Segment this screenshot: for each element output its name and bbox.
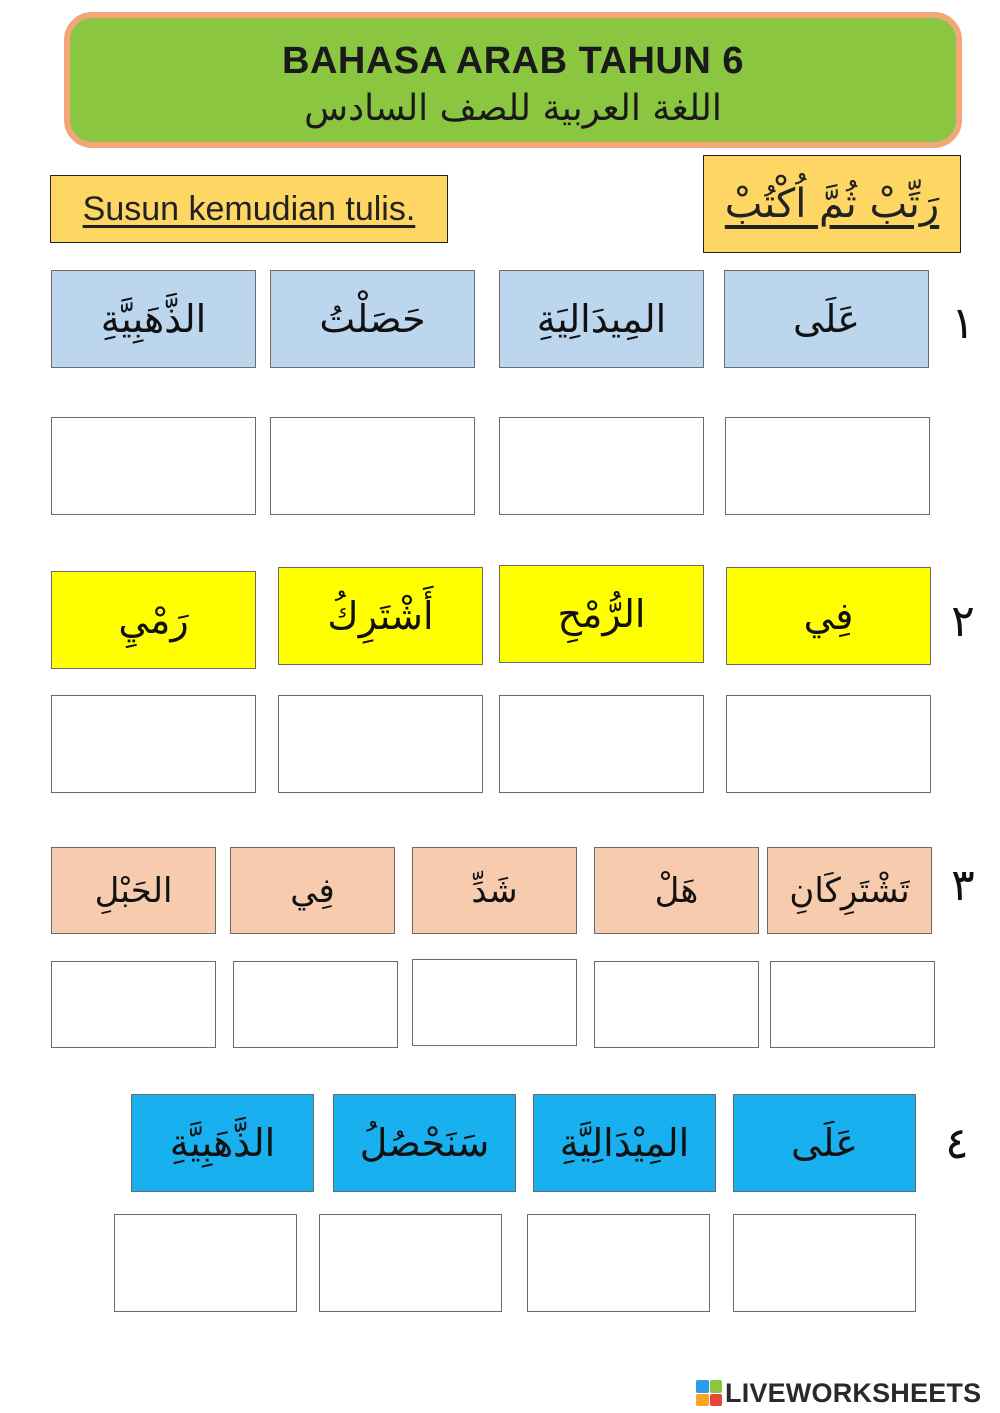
word-card[interactable]: عَلَى [724, 270, 929, 368]
answer-box[interactable] [51, 417, 256, 515]
word-card[interactable]: فِي [726, 567, 931, 665]
answer-box[interactable] [594, 961, 759, 1048]
question-number-4: ٤ [945, 1118, 969, 1169]
question-number-3: ٣ [951, 860, 975, 911]
answer-box[interactable] [319, 1214, 502, 1312]
answer-box[interactable] [114, 1214, 297, 1312]
word-card[interactable]: تَشْتَرِكَانِ [767, 847, 932, 934]
instruction-arabic: رَتِّبْ ثُمَّ اُكْتُبْ [703, 155, 961, 253]
word-card[interactable]: فِي [230, 847, 395, 934]
word-card[interactable]: المِيدَالِيَةِ [499, 270, 704, 368]
word-card[interactable]: حَصَلْتُ [270, 270, 475, 368]
word-card[interactable]: الذَّهَبِيَّةِ [131, 1094, 314, 1192]
footer-logo [696, 1377, 996, 1409]
question-number-1: ١ [951, 298, 975, 349]
answer-box[interactable] [726, 695, 931, 793]
header-banner [64, 12, 962, 148]
word-card[interactable]: المِيْدَالِيَّةِ [533, 1094, 716, 1192]
word-card[interactable]: أَشْتَرِكُ [278, 567, 483, 665]
answer-box[interactable] [725, 417, 930, 515]
question-number-2: ٢ [951, 596, 975, 647]
liveworksheets-logo-icon [696, 1380, 722, 1406]
answer-box[interactable] [499, 417, 704, 515]
word-card[interactable]: الرُّمْحِ [499, 565, 704, 663]
answer-box[interactable] [499, 695, 704, 793]
word-card[interactable]: عَلَى [733, 1094, 916, 1192]
word-card[interactable]: شَدِّ [412, 847, 577, 934]
word-card[interactable]: الحَبْلِ [51, 847, 216, 934]
word-card[interactable]: هَلْ [594, 847, 759, 934]
word-card[interactable]: سَنَحْصُلُ [333, 1094, 516, 1192]
answer-box[interactable] [527, 1214, 710, 1312]
instruction-malay: Susun kemudian tulis. [50, 175, 448, 243]
answer-box[interactable] [270, 417, 475, 515]
answer-box[interactable] [51, 695, 256, 793]
answer-box[interactable] [278, 695, 483, 793]
answer-box[interactable] [51, 961, 216, 1048]
answer-box[interactable] [412, 959, 577, 1046]
answer-box[interactable] [733, 1214, 916, 1312]
answer-box[interactable] [770, 961, 935, 1048]
word-card[interactable]: رَمْيِ [51, 571, 256, 669]
answer-box[interactable] [233, 961, 398, 1048]
page-subtitle-arabic: اللغة العربية للصف السادس [304, 88, 722, 129]
footer-brand: LIVEWORKSHEETS [725, 1377, 982, 1408]
word-card[interactable]: الذَّهَبِيَّةِ [51, 270, 256, 368]
page-title: BAHASA ARAB TAHUN 6 [282, 40, 744, 82]
